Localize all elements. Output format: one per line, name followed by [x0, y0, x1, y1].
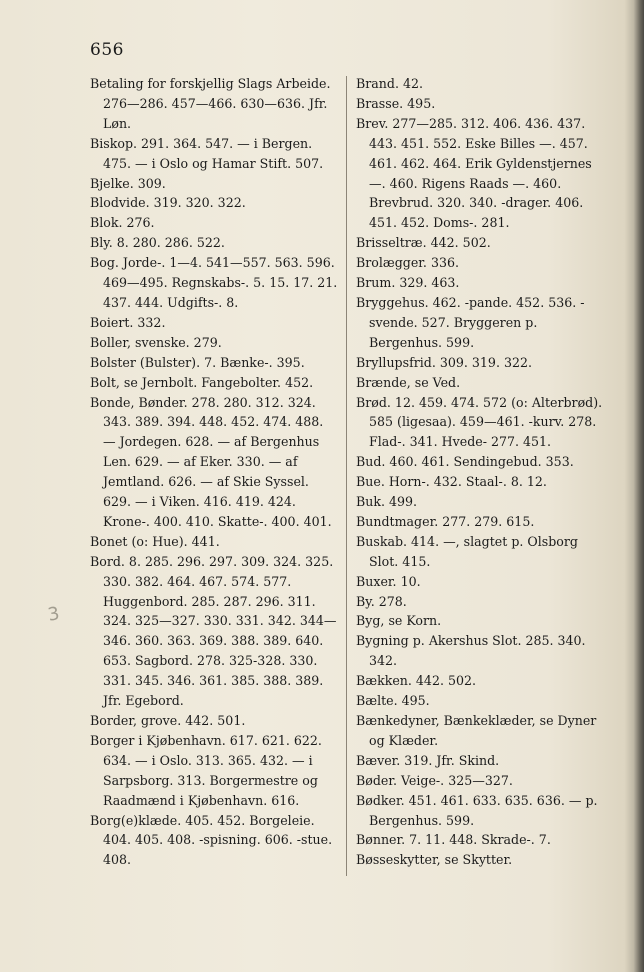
index-entry: Bryggehus. 462. -pande. 452. 536. -svende. 527. Bryggeren p. Bergenhus. 599. — [356, 294, 585, 350]
index-entry: Bly. 8. 280. 286. 522. — [90, 235, 225, 251]
index-entry: Brev. 277—285. 312. 406. 436. 437. 443. 451. 552. Eske Billes —. 457. 461. 462. 464. Erik Gyldenstjernes —. 460. Rigens Raads —. 460. Brevbrud. 320. 340. -drager. 406. 451. 452. Doms-. 281. — [356, 115, 592, 231]
page-edge — [634, 0, 644, 972]
index-entry: Bækken. 442. 502. — [356, 673, 477, 689]
index-entry: Bolt, se Jernbolt. Fangebolter. 452. — [90, 374, 314, 390]
index-column-left — [90, 74, 338, 870]
index-entry: Brisseltræ. 442. 502. — [356, 235, 491, 251]
index-entry: Byg, se Korn. — [356, 613, 442, 629]
index-entry: Bonde, Bønder. 278. 280. 312. 324. 343. 389. 394. 448. 452. 474. 488. — Jordegen. 628. — af Bergenhus Len. 629. — af Eker. 330. — af Jemtland. 626. — af Skie Syssel. 629. — i Viken. 416. 419. 424. Krone-. 400. 410. Skatte-. 400. 401. — [90, 394, 332, 529]
index-entry: Bord. 8. 285. 296. 297. 309. 324. 325. 330. 382. 464. 467. 574. 577. Huggenbord. 285. 287. 296. 311. 324. 325—327. 330. 331. 342. 344—346. 360. 363. 369. 388. 389. 640. 653. Sagbord. 278. 325-328. 330. 331. 345. 346. 361. 385. 388. 389. Jfr. Egebord. — [90, 553, 337, 709]
index-entry: Bud. 460. 461. Sendingebud. 353. — [356, 454, 574, 470]
index-column-right — [356, 74, 604, 870]
index-entry: Bryllupsfrid. 309. 319. 322. — [356, 354, 532, 370]
index-entry: Boiert. 332. — [90, 314, 166, 330]
index-entry: Biskop. 291. 364. 547. — i Bergen. 475. — i Oslo og Hamar Stift. 507. — [90, 135, 324, 171]
index-entry: Bønner. 7. 11. 448. Skrade-. 7. — [356, 832, 551, 848]
index-entry: Buskab. 414. —, slagtet p. Olsborg Slot. 415. — [356, 533, 578, 569]
index-entry: Boller, svenske. 279. — [90, 334, 222, 350]
index-entry: Bolster (Bulster). 7. Bænke-. 395. — [90, 354, 305, 370]
page-number: 656 — [90, 40, 124, 60]
index-entry: Brolægger. 336. — [356, 255, 459, 271]
index-entry: Borger i Kjøbenhavn. 617. 621. 622. 634. — i Oslo. 313. 365. 432. — i Sarpsborg. 313. Borgermestre og Raadmænd i Kjøbenhavn. 616. — [90, 732, 322, 808]
index-entry: Buk. 499. — [356, 494, 418, 510]
index-entry: Bjelke. 309. — [90, 175, 166, 191]
margin-annotation: 3 — [46, 603, 62, 626]
index-entry: Bygning p. Akershus Slot. 285. 340. 342. — [356, 633, 586, 669]
index-entry: Brum. 329. 463. — [356, 275, 460, 291]
index-entry: Brød. 12. 459. 474. 572 (o: Alterbrød). 585 (ligesaa). 459—461. -kurv. 278. Flad-. 341. Hvede- 277. 451. — [356, 394, 603, 450]
index-entry: Bundtmager. 277. 279. 615. — [356, 513, 535, 529]
index-entry: Bøsseskytter, se Skytter. — [356, 852, 513, 868]
index-entry: Borg(e)klæde. 405. 452. Borgeleie. 404. 405. 408. -spisning. 606. -stue. 408. — [90, 812, 333, 868]
index-entry: Brasse. 495. — [356, 95, 436, 111]
index-entry: Brand. 42. — [356, 76, 423, 91]
index-entry: Border, grove. 442. 501. — [90, 713, 246, 728]
index-entry: Betaling for forskjellig Slags Arbeide. 276—286. 457—466. 630—636. Jfr. Løn. — [90, 76, 331, 131]
index-entry: Bæver. 319. Jfr. Skind. — [356, 752, 500, 768]
index-entry: By. 278. — [356, 593, 407, 609]
index-entry: Bue. Horn-. 432. Staal-. 8. 12. — [356, 474, 547, 490]
index-entry: Bonet (o: Hue). 441. — [90, 533, 220, 549]
index-entry: Blok. 276. — [90, 215, 155, 231]
index-entry: Bænkedyner, Bænkeklæder, se Dyner og Klæder. — [356, 713, 597, 748]
index-entry: Bog. Jorde-. 1—4. 541—557. 563. 596. 469—495. Regnskabs-. 5. 15. 17. 21. 437. 444. Udgifts-. 8. — [90, 255, 338, 310]
index-entry: Bælte. 495. — [356, 693, 430, 709]
index-entry: Blodvide. 319. 320. 322. — [90, 195, 246, 211]
column-divider — [346, 76, 347, 876]
index-entry: Brænde, se Ved. — [356, 374, 461, 390]
index-entry: Bødker. 451. 461. 633. 635. 636. — p. Bergenhus. 599. — [356, 792, 598, 828]
index-entry: Bøder. Veige-. 325—327. — [356, 772, 513, 788]
index-entry: Buxer. 10. — [356, 573, 421, 589]
